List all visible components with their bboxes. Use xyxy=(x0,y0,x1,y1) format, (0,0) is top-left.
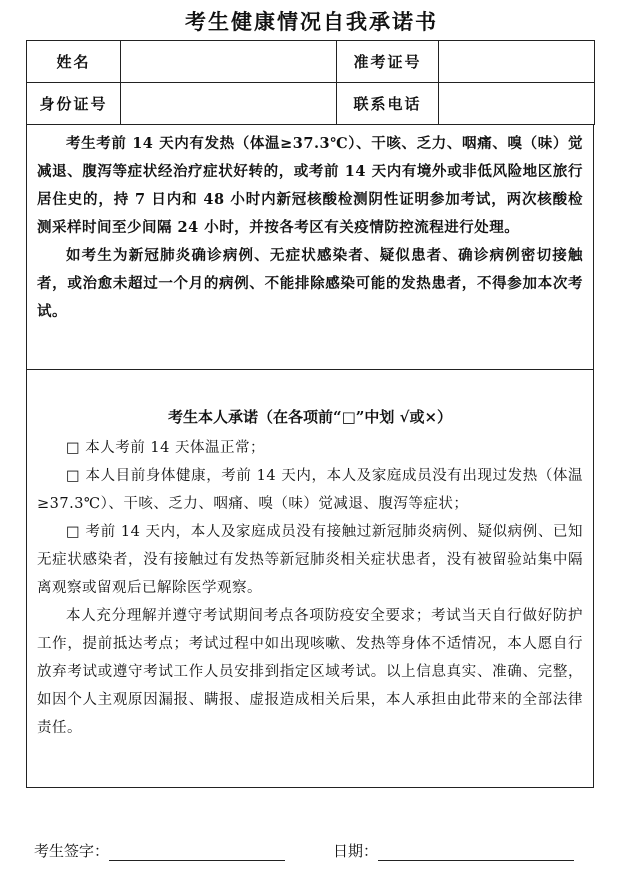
name-label: 姓名 xyxy=(27,41,121,83)
date-area xyxy=(333,840,574,861)
sign-label: 考生签字： xyxy=(34,842,110,860)
date-label: 日期： xyxy=(333,842,379,860)
notice-paragraph-2: 如考生为新冠肺炎确诊病例、无症状感染者、疑似患者、确诊病例密切接触者，或治愈未超过一个月的病例、不能排除感染可能的发热患者，不得参加本次考试。 xyxy=(37,247,583,320)
info-table xyxy=(26,40,595,125)
signature-area xyxy=(34,840,285,861)
name-field[interactable] xyxy=(121,41,337,83)
phone-label: 联系电话 xyxy=(337,83,439,125)
exam-no-label: 准考证号 xyxy=(337,41,439,83)
exam-no-field[interactable] xyxy=(439,41,595,83)
notice-paragraph-1: 考生考前 14 天内有发热（体温≥37.3℃）、干咳、乏力、咽痛、嗅（味）觉减退、腹泻等症状经治疗症状好转的，或考前 14 天内有境外或非低风险地区旅行居住史的，持 7 日内和 48 小时内新冠核酸检测阴性证明参加考试，两次核酸检测采样时间至少间隔 24 小时，并按各考区有关疫情防控流程进行处理。 xyxy=(37,135,583,236)
pledge-item-3[interactable]: □ 考前 14 天内，本人及家庭成员没有接触过新冠肺炎病例、疑似病例、已知无症状感染者，没有接触过有发热等新冠肺炎相关症状患者，没有被留验站集中隔离观察或留观后已解除医学观察。 xyxy=(37,524,583,596)
pledge-item-1[interactable]: □ 本人考前 14 天体温正常； xyxy=(66,440,265,456)
pledge-item-2[interactable]: □ 本人目前身体健康，考前 14 天内，本人及家庭成员没有出现过发热（体温≥37.3℃）、干咳、乏力、咽痛、嗅（味）觉减退、腹泻等症状； xyxy=(37,468,583,512)
notice-section xyxy=(26,124,594,370)
id-field[interactable] xyxy=(121,83,337,125)
date-line[interactable] xyxy=(378,842,574,861)
page-title: 考生健康情况自我承诺书 xyxy=(185,9,438,34)
phone-field[interactable] xyxy=(439,83,595,125)
pledge-section xyxy=(26,370,594,788)
pledge-statement: 本人充分理解并遵守考试期间考点各项防疫安全要求；考试当天自行做好防护工作，提前抵达考点；考试过程中如出现咳嗽、发热等身体不适情况，本人愿自行放弃考试或遵守考试工作人员安排到指定区域考试。以上信息真实、准确、完整，如因个人主观原因漏报、瞒报、虚报造成相关后果，本人承担由此带来的全部法律责任。 xyxy=(37,608,583,736)
id-label: 身份证号 xyxy=(27,83,121,125)
pledge-heading: 考生本人承诺（在各项前“□”中划 √或×） xyxy=(167,408,453,426)
info-row xyxy=(27,41,595,83)
info-row xyxy=(27,83,595,125)
signature-line[interactable] xyxy=(109,842,285,861)
